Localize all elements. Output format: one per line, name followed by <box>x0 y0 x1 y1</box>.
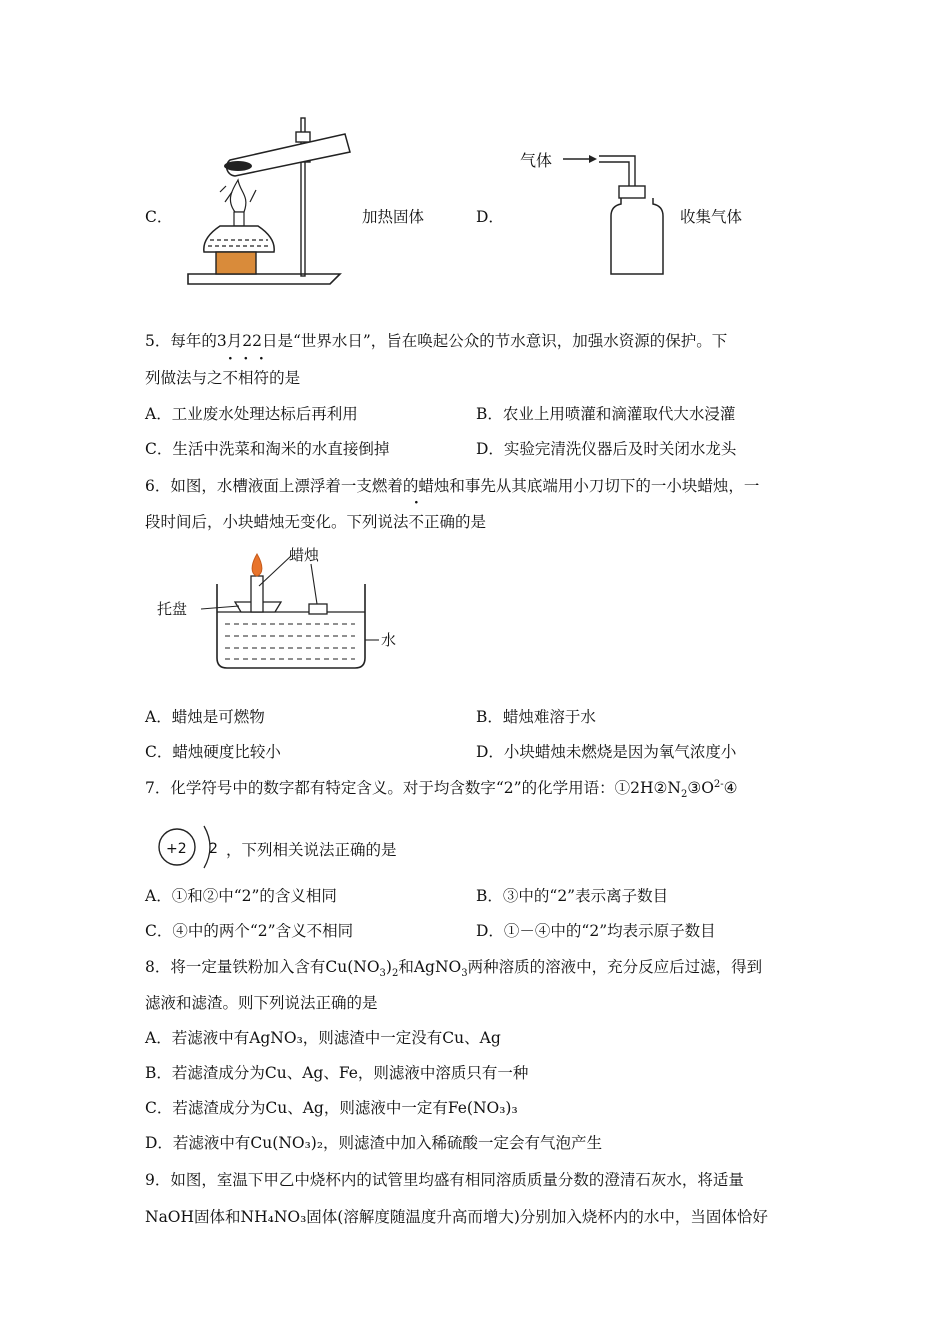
q6-stem-line1: 6．如图，水槽液面上漂浮着一支燃着的蜡烛和事先从其底端用小刀切下的一小块蜡烛，一 <box>145 477 760 495</box>
q5-option-d: D．实验完清洗仪器后及时关闭水龙头 <box>476 440 737 458</box>
q7-option-b: B．③中的“2”表示离子数目 <box>476 887 669 905</box>
q7-option-a: A．①和②中“2”的含义相同 <box>145 887 337 905</box>
q5-stem-line1: 5．每年的3月22日是“世界水日”，旨在唤起公众的节水意识，加强水资源的保护。下 <box>145 332 728 350</box>
q7-stem-line1: 7．化学符号中的数字都有特定含义。对于均含数字“2”的化学用语：$①2H②N_2③O^{2-}④$ <box>145 778 738 801</box>
gas-collection-figure <box>555 146 670 278</box>
q5-stem-line2: 列做法与之不相符的是 <box>145 369 301 387</box>
tray-label: 托盘 <box>157 600 188 618</box>
q4-option-c-caption: 加热固体 <box>362 208 425 226</box>
q8-stem-line2: 滤液和滤渣。则下列说法正确的是 <box>145 994 378 1012</box>
q9-stem-line2: NaOH固体和NH₄NO₃固体(溶解度随温度升高而增大)分别加入烧杯内的水中，当固体恰好 <box>145 1208 768 1226</box>
q7-option-c: C．④中的两个“2”含义不相同 <box>145 922 354 940</box>
q6-option-a: A．蜡烛是可燃物 <box>145 708 265 726</box>
q4-option-d-caption: 收集气体 <box>680 208 743 226</box>
q5-option-b: B．农业上用喷灌和滴灌取代大水浸灌 <box>476 405 736 423</box>
gas-label: 气体 <box>520 151 553 170</box>
q8-option-c: C．若滤渣成分为Cu、Ag，则滤液中一定有Fe(NO₃)₃ <box>145 1099 518 1117</box>
water-label: 水 <box>381 631 397 649</box>
q5-option-c: C．生活中洗菜和淘米的水直接倒掉 <box>145 440 390 458</box>
q4-option-d-label: D． <box>476 208 504 226</box>
candle-label: 蜡烛 <box>289 546 320 564</box>
q6-option-c: C．蜡烛硬度比较小 <box>145 743 281 761</box>
q7-option-d: D．①－④中的“2”均表示原子数目 <box>476 922 716 940</box>
q9-stem-line1: 9．如图，室温下甲乙中烧杯内的试管里均盛有相同溶质质量分数的澄清石灰水，将适量 <box>145 1171 744 1189</box>
atom-nucleus-charge: +2 <box>166 841 187 857</box>
q8-stem-line1: 8．将一定量铁粉加入含有$Cu(NO_3)_2$和AgNO$_3$两种溶质的溶液中，充分反应后过滤，得到 <box>145 958 763 980</box>
q6-option-b: B．蜡烛难溶于水 <box>476 708 596 726</box>
candle-water-trough-figure <box>155 540 415 675</box>
heating-apparatus-figure <box>180 112 355 290</box>
q4-option-c-label: C． <box>145 208 173 226</box>
q8-option-b: B．若滤渣成分为Cu、Ag、Fe，则滤液中溶质只有一种 <box>145 1064 529 1082</box>
q8-option-a: A．若滤液中有AgNO₃，则滤渣中一定没有Cu、Ag <box>145 1029 501 1047</box>
q5-option-a: A．工业废水处理达标后再利用 <box>145 405 358 423</box>
q6-stem-line2: 段时间后，小块蜡烛无变化。下列说法不正确的是 <box>145 513 487 531</box>
q7-stem-line2: ，下列相关说法正确的是 <box>226 841 397 859</box>
atom-structure-diagram <box>156 822 228 870</box>
q6-option-d: D．小块蜡烛未燃烧是因为氧气浓度小 <box>476 743 737 761</box>
q8-option-d: D．若滤液中有Cu(NO₃)₂，则滤渣中加入稀硫酸一定会有气泡产生 <box>145 1134 603 1152</box>
atom-shell-electrons: 2 <box>209 841 218 857</box>
